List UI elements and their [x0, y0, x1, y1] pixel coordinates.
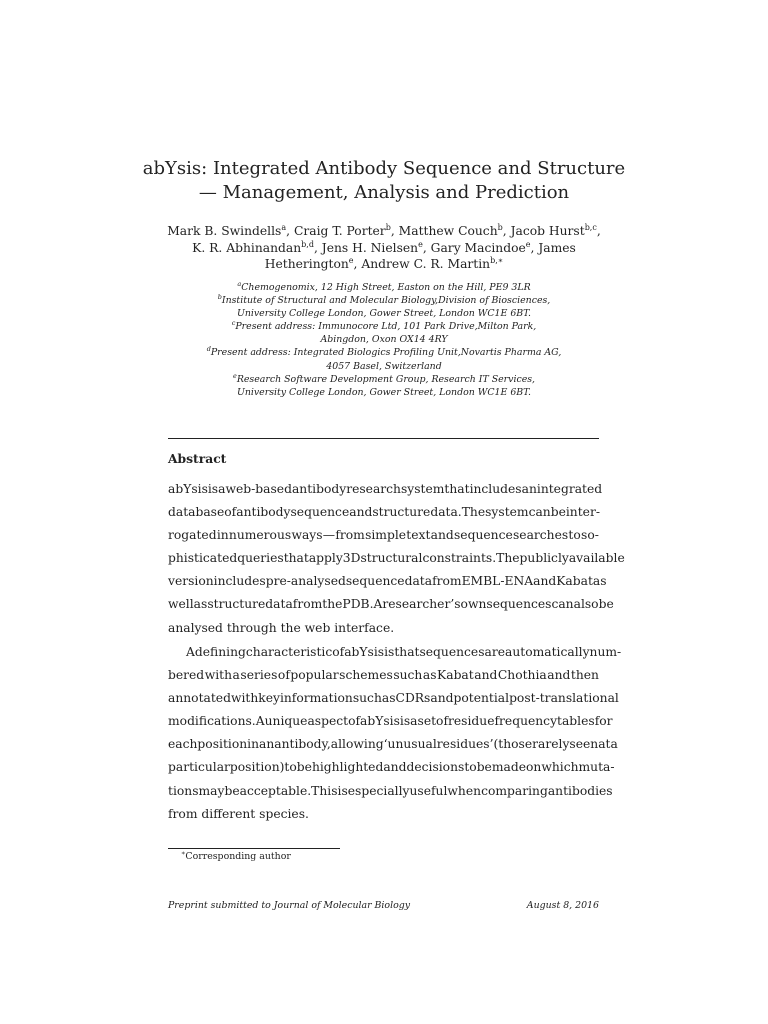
word: data. [430, 505, 462, 520]
author-name: Matthew Couch [398, 224, 498, 238]
word: PDB. [342, 597, 374, 612]
word: allowing [330, 737, 384, 752]
word: position) [229, 760, 285, 775]
word: antibodies [547, 783, 613, 798]
word: well [168, 597, 194, 612]
word: sequences [419, 645, 485, 659]
word: so- [581, 528, 599, 543]
date: August 8, 2016 [526, 900, 599, 911]
word: highlighted [311, 760, 384, 775]
word: bered [168, 668, 205, 683]
word: EMBL-ENA [461, 574, 534, 589]
word: schemes [339, 668, 393, 683]
word: as [592, 574, 607, 589]
word: ways [291, 528, 323, 543]
author-affiliation-mark: b,d [301, 239, 314, 249]
word: post-translational [509, 691, 619, 706]
word: sequence [454, 528, 513, 543]
author-separator: , [286, 224, 294, 238]
affiliation-mark: d [206, 345, 211, 354]
author-name: Gary Macindoe [430, 240, 526, 255]
text-line [168, 570, 607, 593]
word: antibody, [274, 737, 331, 752]
word: that [444, 482, 470, 496]
author-separator: , [596, 224, 601, 238]
author-separator: , [313, 240, 322, 255]
affiliation-line: University College London, Gower Street, London WC1E 6BT. [236, 386, 532, 398]
word: from [432, 574, 462, 589]
text-line: analysed through the web interface. [168, 620, 395, 635]
word: of [277, 668, 290, 683]
word: research [346, 482, 401, 496]
word: phisticated [168, 551, 238, 566]
word: with [204, 668, 233, 683]
word: rarely [532, 737, 570, 752]
word: be [296, 760, 312, 775]
word: particular [168, 760, 230, 775]
word: be [550, 505, 566, 520]
word: is [384, 645, 395, 659]
author-line [140, 256, 628, 273]
word: be [224, 783, 240, 798]
word: abYsis [360, 714, 400, 729]
word: sequence [345, 574, 405, 589]
word: popular [290, 668, 339, 683]
word: database [168, 505, 225, 520]
affiliation-line: 4057 Basel, Switzerland [326, 360, 442, 372]
abstract-paragraph-2 [168, 641, 622, 826]
word: in [247, 737, 259, 752]
word: is [337, 783, 348, 798]
word: publicly [519, 551, 569, 566]
word: (those [493, 737, 533, 752]
word: the [322, 597, 343, 612]
word: The [496, 551, 520, 566]
text-line [168, 687, 619, 710]
word: rogated [168, 528, 217, 543]
word: pre-analysed [265, 574, 346, 589]
word: text [406, 528, 431, 543]
text-line [168, 524, 599, 547]
word: set [417, 714, 437, 729]
word: are [484, 645, 506, 659]
word: simple [365, 528, 407, 543]
word: A [373, 597, 383, 612]
word: as [381, 691, 396, 706]
word: — [322, 528, 336, 543]
affiliation-mark: e [232, 371, 237, 380]
word: such [352, 691, 382, 706]
word: This [311, 783, 338, 798]
word: defining [194, 645, 246, 659]
text-line [168, 710, 613, 733]
author-affiliation-mark: e [418, 239, 423, 249]
word: queries [237, 551, 284, 566]
word: num- [589, 645, 622, 659]
word: integrated [536, 482, 603, 496]
preprint-note: Preprint submitted to Journal of Molecular Biology [168, 900, 411, 911]
affiliation-mark: b [217, 292, 222, 301]
author-line [140, 240, 628, 257]
title-line: abYsis: Integrated Antibody Sequence and Structure [142, 158, 626, 179]
word: be [598, 597, 614, 612]
word: automatically [505, 645, 590, 659]
word: is [207, 482, 219, 496]
word: antibody [236, 505, 291, 520]
abstract-top-rule [168, 438, 599, 439]
word: of [332, 645, 345, 659]
author-affiliation-mark: e [525, 239, 531, 249]
text-line [168, 664, 599, 687]
word: series [240, 668, 278, 683]
word: annotated [168, 691, 231, 706]
author-name: Jens H. Nielsen [321, 240, 419, 255]
affiliation-mark: a [237, 279, 242, 288]
word: searches [512, 528, 569, 543]
word: that [283, 551, 309, 566]
text-line [168, 756, 615, 779]
word: residue [448, 714, 495, 729]
word: when [447, 783, 482, 798]
word: Chothia [497, 668, 547, 683]
text-line [168, 780, 613, 803]
word: Kabat [437, 668, 474, 683]
affiliation-text: Present address: Immunocore Ltd, 101 Park Drive,Milton Park, [235, 321, 537, 333]
word: seen [569, 737, 599, 752]
word: includes [469, 482, 522, 496]
word: structure [207, 597, 266, 612]
word: and [349, 505, 373, 520]
author-name: Mark B. Swindells [167, 224, 282, 238]
word: CDRs [395, 691, 431, 706]
word: version [168, 574, 214, 589]
word: for [594, 714, 613, 729]
text-line [168, 478, 603, 501]
word: of [348, 714, 361, 729]
word: aspect [307, 714, 349, 729]
word: on [526, 760, 542, 775]
word: apply [308, 551, 343, 566]
affiliation-text: Present address: Integrated Biologics Profiling Unit,Novartis Pharma AG, [210, 347, 562, 359]
affiliation-text: Institute of Structural and Molecular Biology,Division of Biosciences, [221, 295, 551, 307]
word: comparing [481, 783, 548, 798]
author-line [140, 223, 628, 240]
text-line [168, 547, 625, 570]
word: to [284, 760, 297, 775]
word: 3D [342, 551, 361, 566]
word: abYsis [344, 645, 385, 659]
author-affiliation-mark: b,c [584, 222, 597, 232]
word: researcher’s [382, 597, 461, 612]
affiliations [150, 281, 618, 399]
text-line [168, 641, 622, 664]
word: be [476, 760, 492, 775]
author-affiliation-mark: b [497, 222, 503, 232]
author-list [140, 223, 628, 273]
text-line [168, 733, 618, 756]
author-name: Andrew C. R. Martin [361, 257, 491, 271]
word: inter- [565, 505, 600, 520]
word: own [460, 597, 487, 612]
word: is [399, 714, 411, 729]
word: data [265, 597, 293, 612]
author-name: Craig T. Porter [293, 224, 386, 238]
word: decisions [406, 760, 465, 775]
word: and [430, 528, 454, 543]
author-name: Jacob Hurst [510, 224, 585, 238]
author-affiliation-mark: b,∗ [490, 255, 504, 265]
word: tions [168, 783, 199, 798]
word: tables [557, 714, 595, 729]
word: in [216, 528, 229, 543]
author-affiliation-mark: a [281, 222, 287, 232]
author-separator: , [353, 257, 362, 271]
word: ‘unusual [383, 737, 437, 752]
footnote [181, 848, 291, 862]
author-name: Hetherington [264, 257, 349, 271]
word: also [573, 597, 599, 612]
affiliation-text: Chemogenomix, 12 High Street, Easton on the Hill, PE9 3LR [241, 282, 531, 293]
affiliation-line: University College London, Gower Street, London WC1E 6BT. [236, 308, 532, 320]
affiliation-line [150, 373, 618, 386]
paper-title [120, 157, 648, 205]
word: a [610, 737, 618, 752]
title-line: — Management, Analysis and Prediction [198, 182, 570, 203]
abstract-paragraph-1 [168, 478, 625, 640]
word: structural [360, 551, 423, 566]
word: that [394, 645, 420, 659]
word: of [224, 505, 237, 520]
word: from [292, 597, 323, 612]
word: position [197, 737, 248, 752]
word: a [410, 714, 418, 729]
word: and [474, 668, 498, 683]
affiliation-line [150, 320, 618, 333]
word: unique [264, 714, 308, 729]
author-affiliation-mark: b [385, 222, 391, 232]
word: The [461, 505, 486, 520]
affiliation-mark: c [231, 319, 236, 328]
footnote-mark: ∗ [181, 848, 186, 857]
affiliation-text: Research Software Development Group, Research IT Services, [236, 373, 536, 385]
author-separator: , [422, 240, 431, 255]
word: frequency [494, 714, 558, 729]
word: then [570, 668, 599, 683]
word: and [383, 760, 407, 775]
word: residues’ [436, 737, 494, 752]
author-name: K. R. Abhinandan [192, 240, 302, 255]
word: useful [409, 783, 448, 798]
word: of [436, 714, 449, 729]
word: and [430, 691, 454, 706]
word: from [335, 528, 365, 543]
author-separator: , James [530, 240, 576, 255]
word: key [258, 691, 280, 706]
word: abYsis [168, 482, 208, 496]
word: Kabat [556, 574, 593, 589]
author-separator: , [502, 224, 511, 238]
word: such [393, 668, 423, 683]
footnote-text: Corresponding author [185, 851, 291, 862]
word: may [198, 783, 225, 798]
word: modifications. [168, 714, 256, 729]
word: as [422, 668, 437, 683]
word: system [485, 505, 529, 520]
word: characteristic [245, 645, 333, 659]
word: sequences [486, 597, 552, 612]
word: which [541, 760, 579, 775]
word: data [404, 574, 433, 589]
word: each [168, 737, 198, 752]
affiliation-line: Abingdon, Oxon OX14 4RY [320, 334, 448, 346]
word: potential [453, 691, 510, 706]
word: constraints. [422, 551, 497, 566]
word: to [568, 528, 581, 543]
word: with [230, 691, 259, 706]
word: an [259, 737, 275, 752]
word: numerous [228, 528, 292, 543]
abstract-heading: Abstract [168, 451, 227, 466]
word: as [193, 597, 208, 612]
word: includes [213, 574, 266, 589]
word: can [551, 597, 574, 612]
word: especially [347, 783, 410, 798]
word: acceptable. [239, 783, 312, 798]
text-line: from different species. [168, 806, 309, 821]
word: sequence [290, 505, 350, 520]
word: available [568, 551, 625, 566]
word: information [279, 691, 353, 706]
text-line [168, 501, 599, 524]
affiliation-line [150, 346, 618, 359]
word: web-based [225, 482, 292, 496]
word: can [528, 505, 551, 520]
word: and [547, 668, 571, 683]
word: to [464, 760, 477, 775]
word: system [400, 482, 445, 496]
word: A [186, 645, 195, 659]
word: made [491, 760, 526, 775]
word: A [255, 714, 265, 729]
word: and [533, 574, 557, 589]
word: a [218, 482, 226, 496]
author-affiliation-mark: e [348, 255, 354, 265]
author-separator: , [390, 224, 399, 238]
word: at [598, 737, 611, 752]
word: antibody [291, 482, 347, 496]
word: structure [372, 505, 431, 520]
footnote-rule [168, 848, 340, 849]
affiliation-line [150, 294, 618, 307]
word: an [521, 482, 537, 496]
word: muta- [578, 760, 615, 775]
text-line [168, 593, 614, 616]
word: a [232, 668, 240, 683]
